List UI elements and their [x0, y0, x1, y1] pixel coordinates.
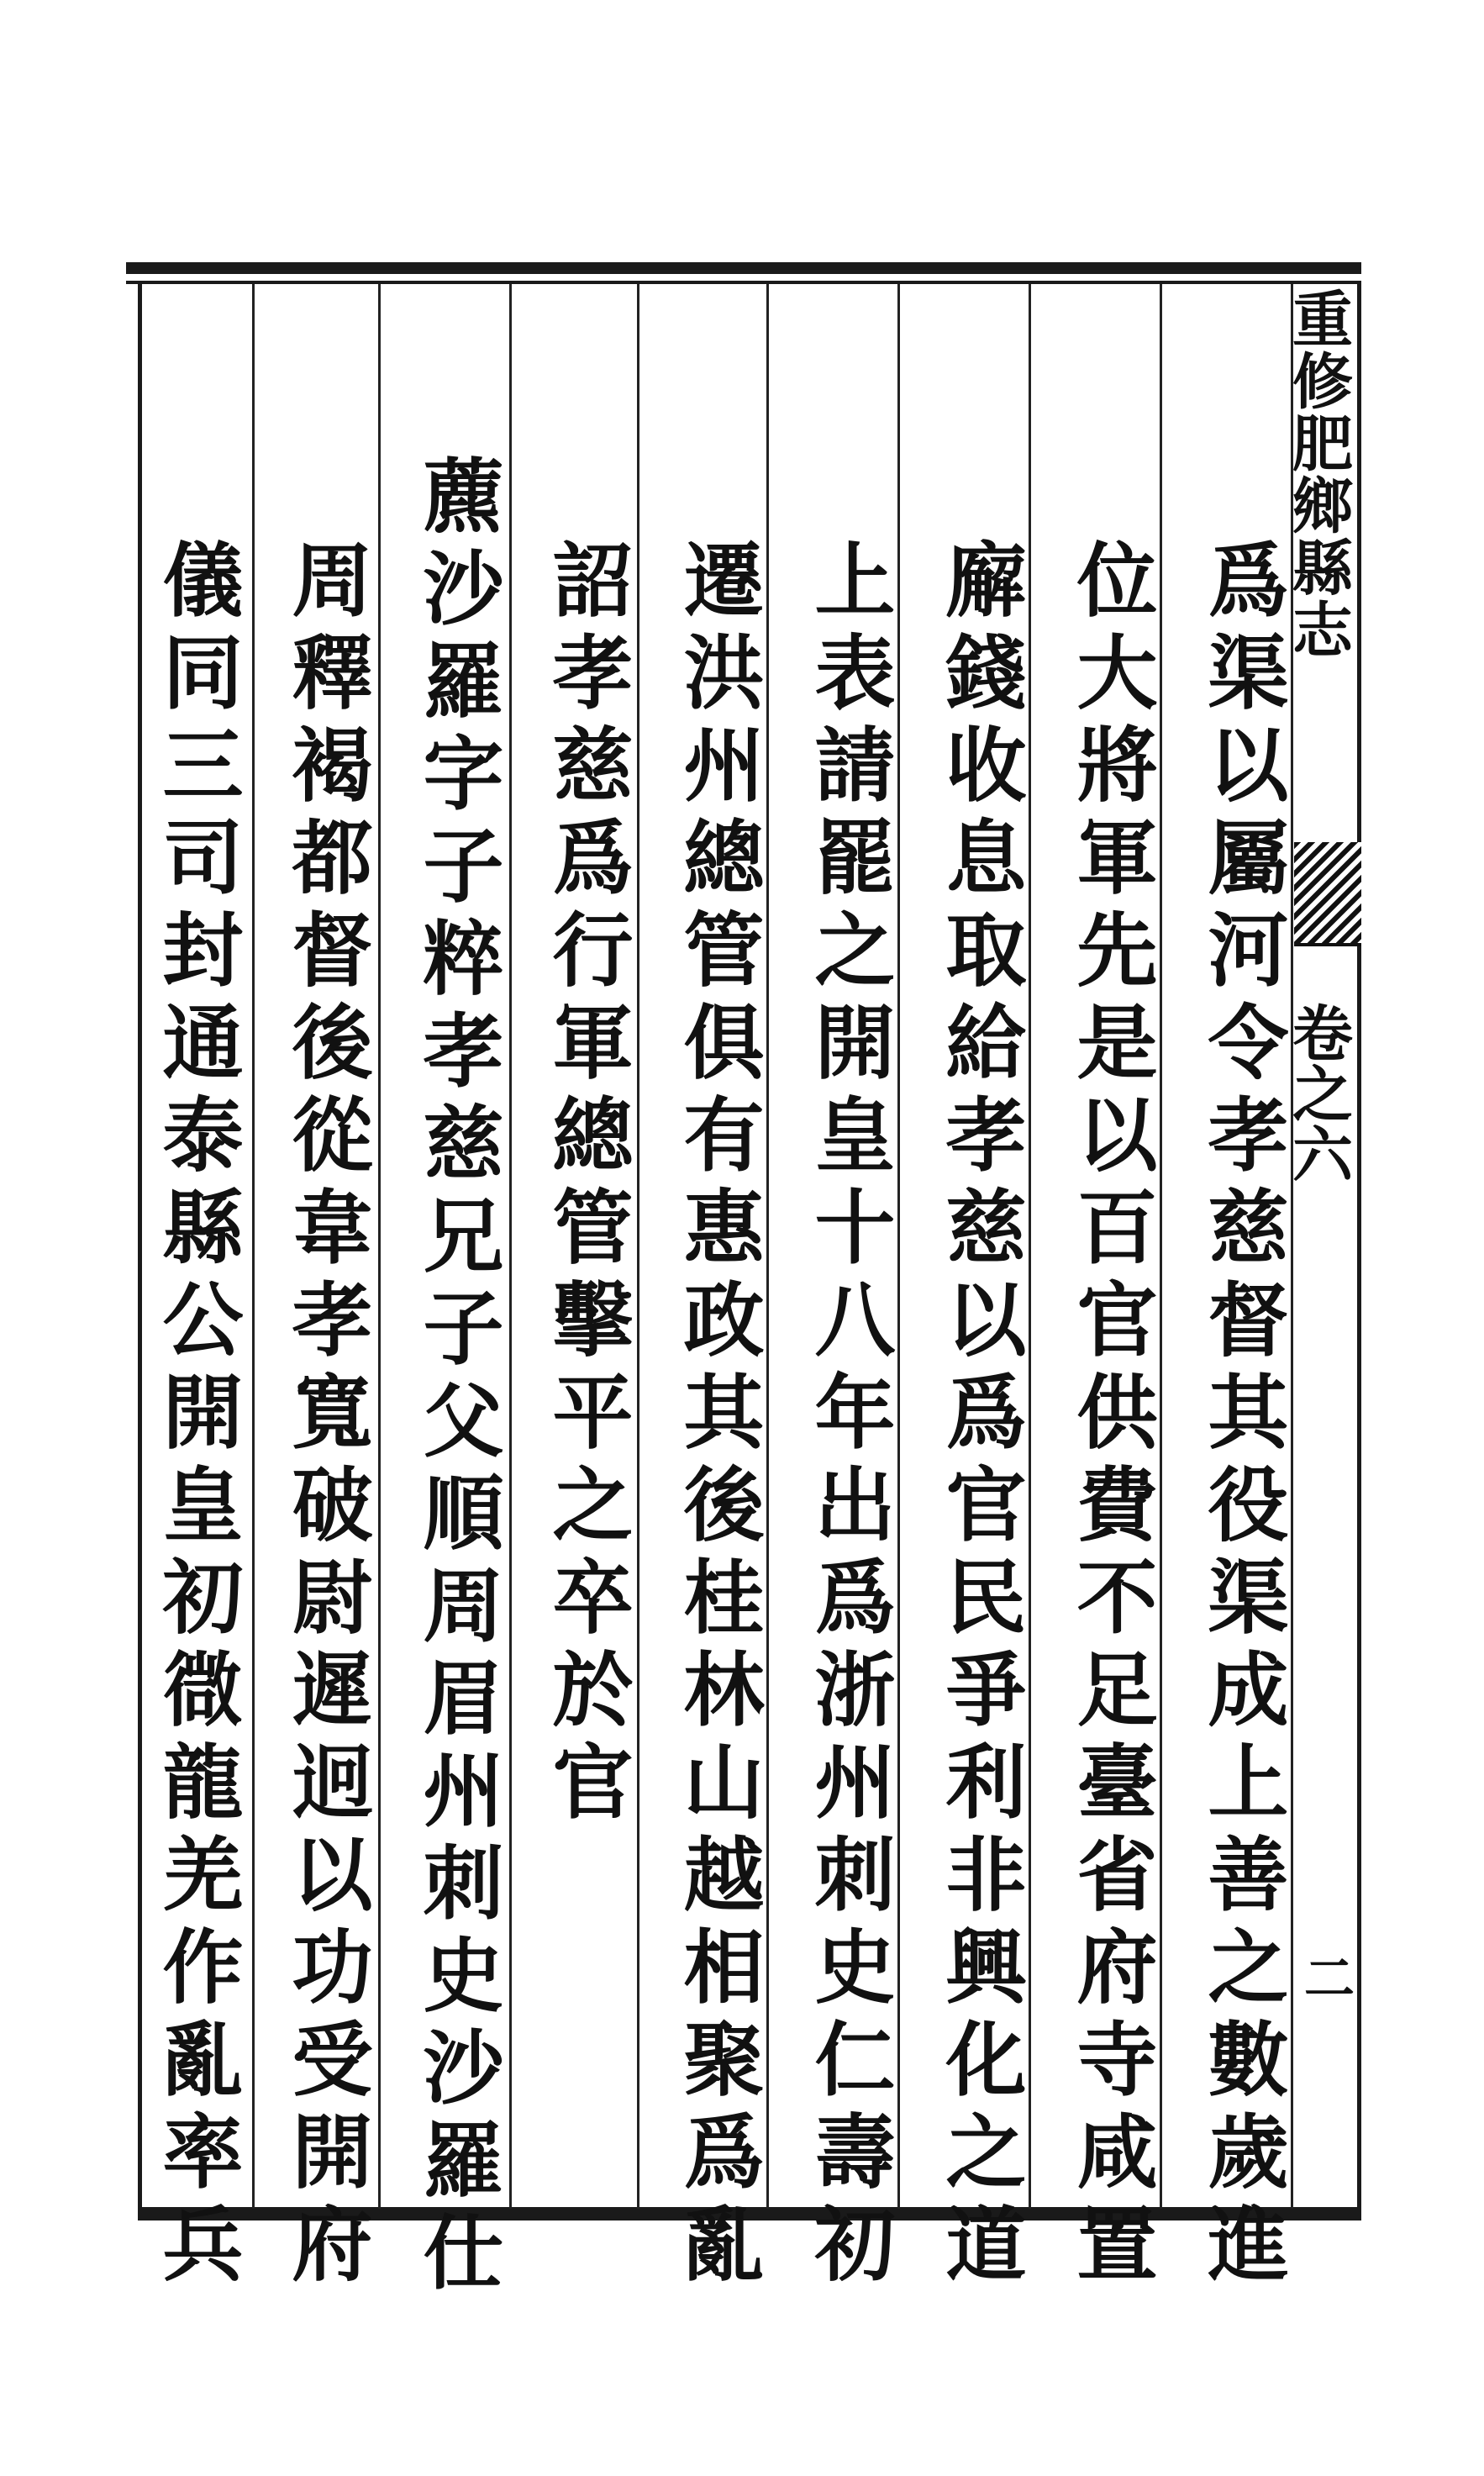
fishtail-ornament: [1294, 842, 1361, 943]
top-border: [126, 262, 1361, 274]
column-rule: [1029, 284, 1031, 2209]
text-column-9: 儀同三司封通泰縣公開皇初㣲龍羌作亂率兵: [150, 538, 245, 2294]
column-rule: [509, 284, 512, 2209]
text-column-7: 藨沙羅字子粹孝慈兄子父順周眉州刺史沙羅仕: [410, 454, 505, 2303]
text-column-4: 上表請罷之開皇十八年出爲浙州刺史仁壽初: [802, 538, 897, 2294]
column-rule: [378, 284, 381, 2209]
text-column-2: 位大將軍先是以百官供費不足臺省府寺咸置: [1064, 538, 1159, 2294]
text-column-1: 爲渠以屬河令孝慈督其役渠成上善之數歲進: [1195, 538, 1290, 2294]
column-rule: [252, 284, 255, 2209]
banner-column: [1282, 287, 1361, 2195]
text-column-3: 廨錢收息取給孝慈以爲官民爭利非興化之道: [933, 538, 1028, 2294]
text-column-6: 詔孝慈爲行軍總管擊平之卒於官: [539, 538, 634, 1832]
page-number: 二: [1296, 1952, 1355, 2002]
column-rule: [897, 284, 900, 2209]
fishtail-rule: [1294, 943, 1361, 980]
book-title: 重修肥鄉縣志: [1282, 287, 1354, 661]
left-border: [138, 282, 142, 2220]
juan-number: 卷之六: [1282, 1002, 1354, 1183]
column-rule: [1160, 284, 1162, 2209]
column-rule: [637, 284, 639, 2209]
text-column-5: 遷洪州總管俱有惠政其後桂林山越相聚爲亂: [671, 538, 766, 2294]
column-rule: [766, 284, 769, 2209]
text-column-8: 周釋褐都督後從韋孝寬破尉遲迥以功受開府: [279, 538, 374, 2294]
top-border-inner: [126, 281, 1361, 284]
